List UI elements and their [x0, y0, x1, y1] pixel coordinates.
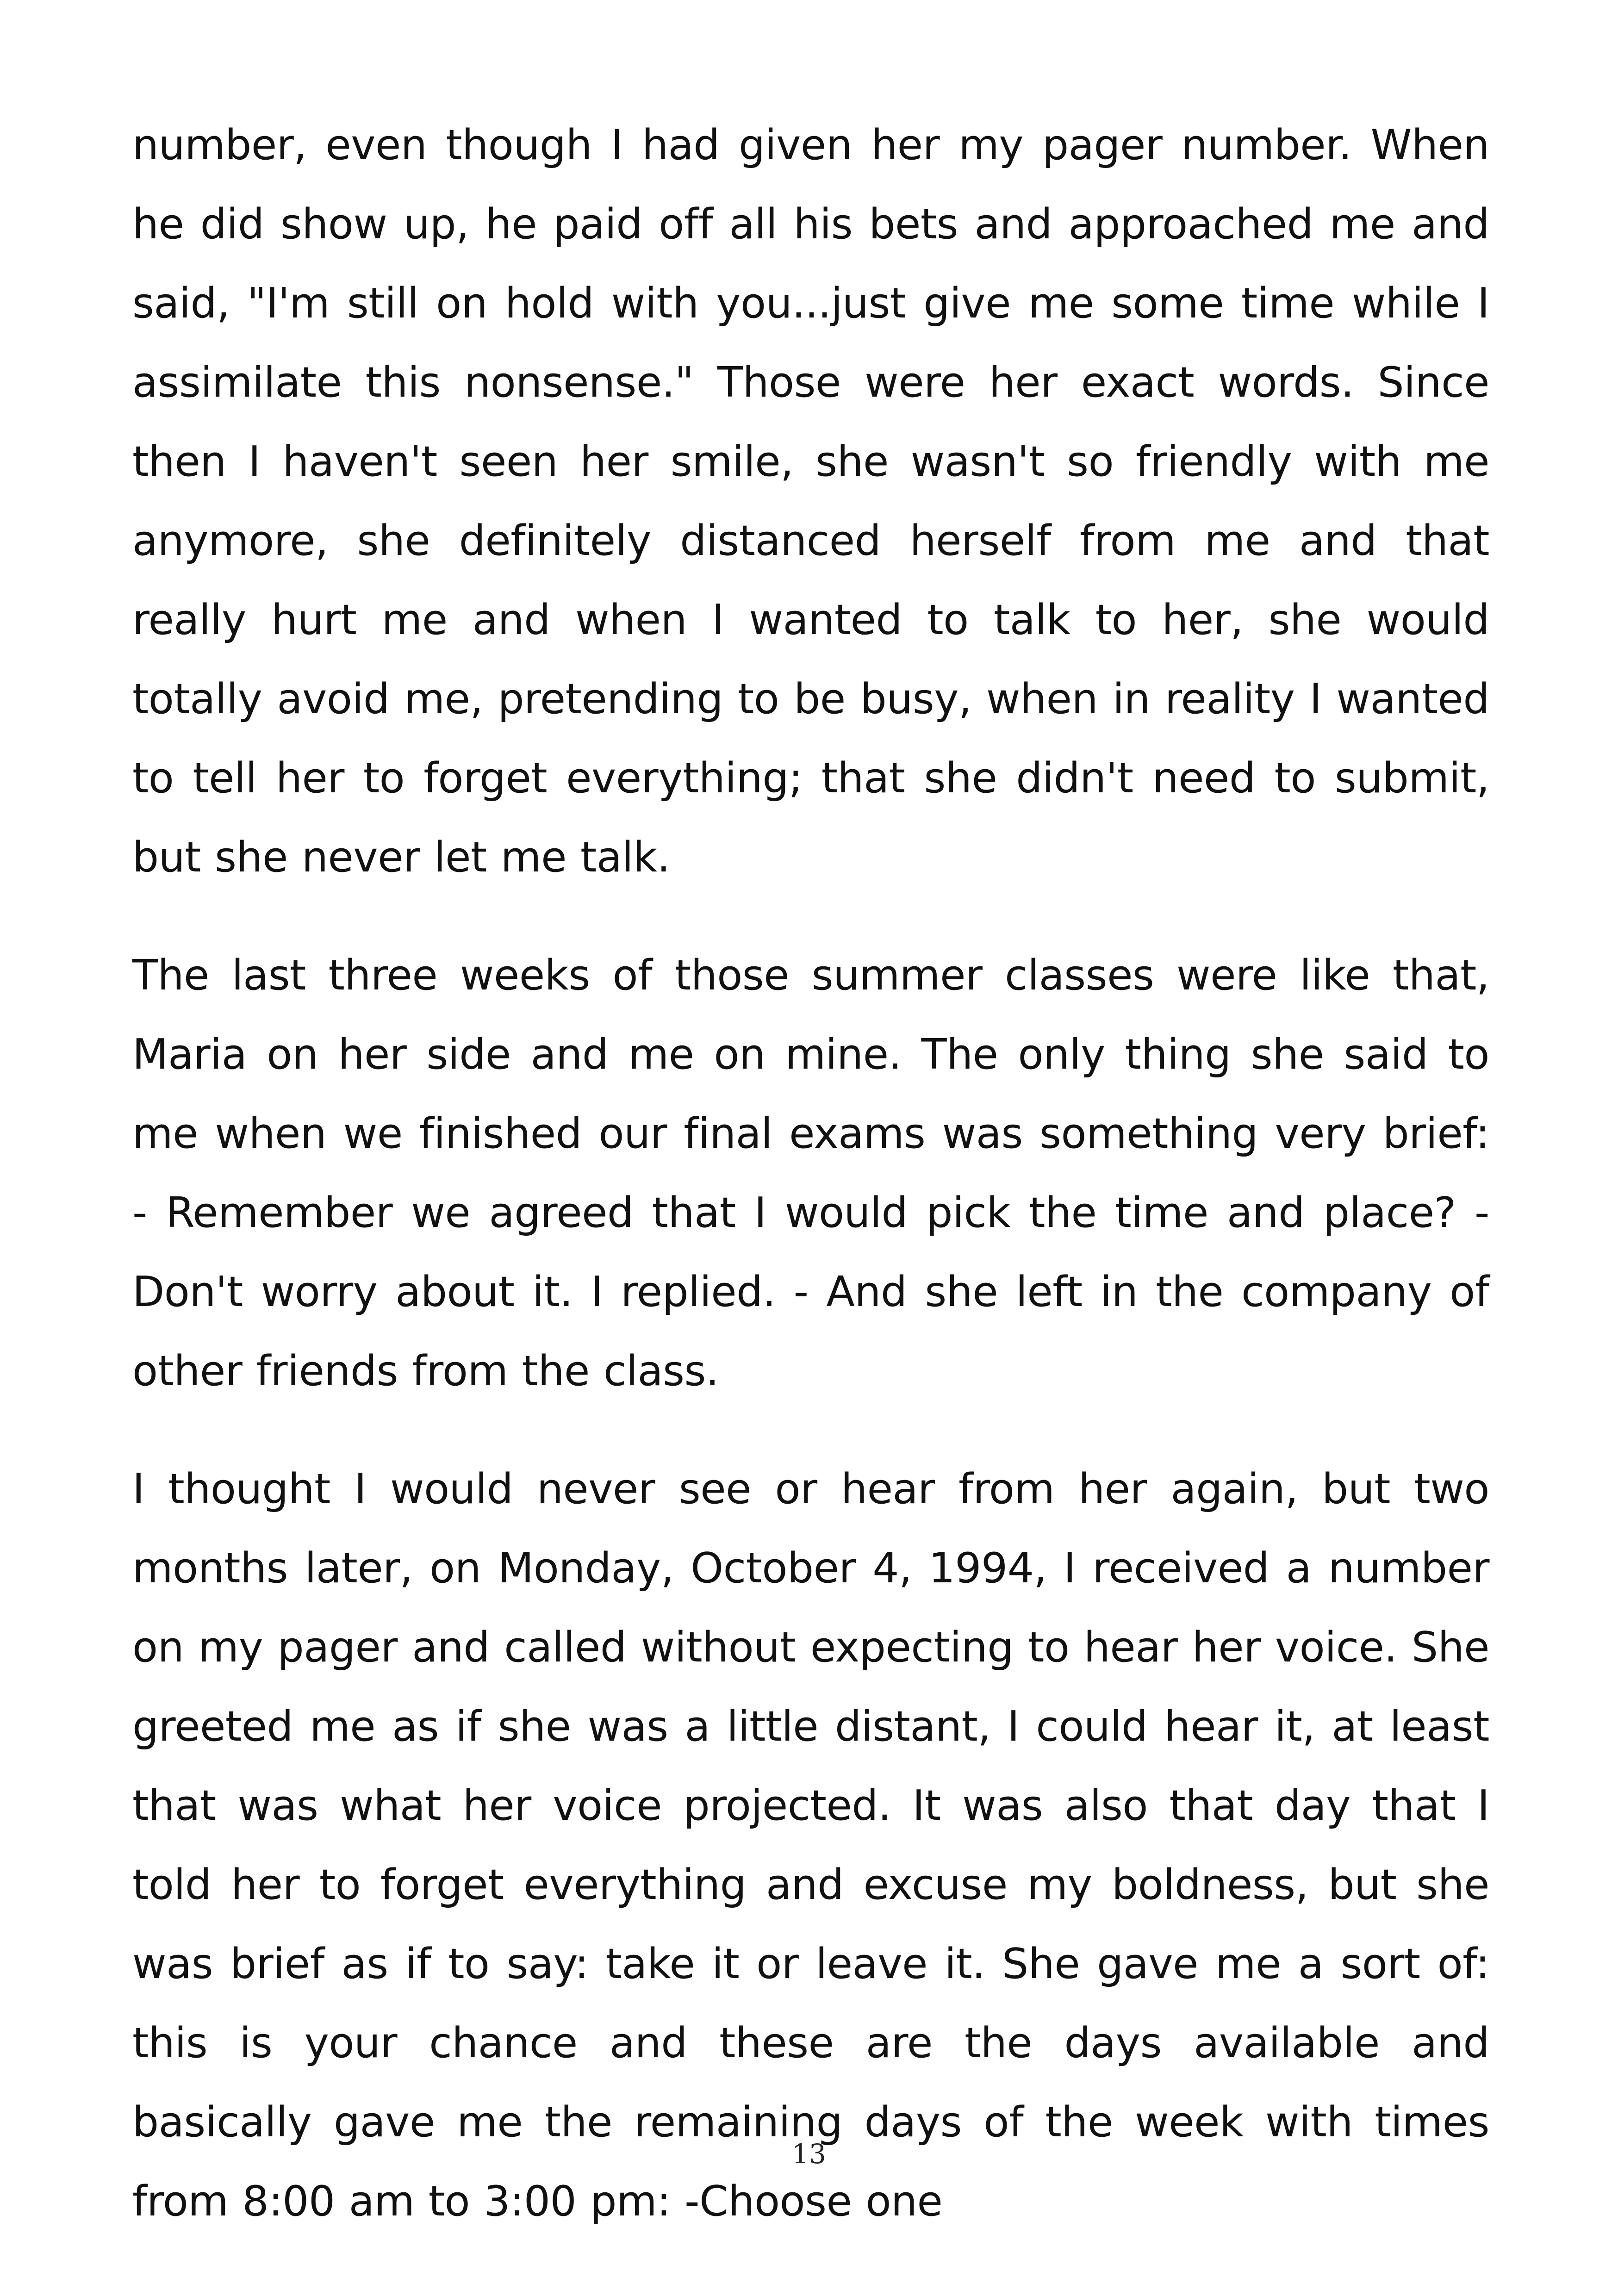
paragraph-2: The last three weeks of those summer classes were like that, Maria on her side and me on mine. The only thing she said to me when we finished our final exams was something very brief: - Remember we agreed that I would pick the time and place? - Don't worry about it. I replied. - And she left in the company of other friends from the class.	[132, 951, 1489, 1395]
paragraph-1: number, even though I had given her my pager number. When he did show up, he paid off all his bets and approached me and said, "I'm still on hold with you...just give me some time while I assimilate this nonsense." Those were her exact words. Since then I haven't seen her smile, she wasn't so friendly with me anymore, she definitely distanced herself from me and that really hurt me and when I wanted to talk to her, she would totally avoid me, pretending to be busy, when in reality I wanted to tell her to forget everything; that she didn't need to submit, but she never let me talk.	[132, 121, 1489, 882]
page-number: 13	[792, 2138, 826, 2170]
page-body	[132, 106, 1489, 2280]
paragraph-3: I thought I would never see or hear from her again, but two months later, on Monday, October 4, 1994, I received a number on my pager and called without expecting to hear her voice. She greeted me as if she was a little distant, I could hear it, at least that was what her voice projected. It was also that day that I told her to forget everything and excuse my boldness, but she was brief as if to say: take it or leave it. She gave me a sort of: this is your chance and these are the days available and basically gave me the remaining days of the week with times from 8:00 am to 3:00 pm: -Choose one	[132, 1465, 1489, 2226]
